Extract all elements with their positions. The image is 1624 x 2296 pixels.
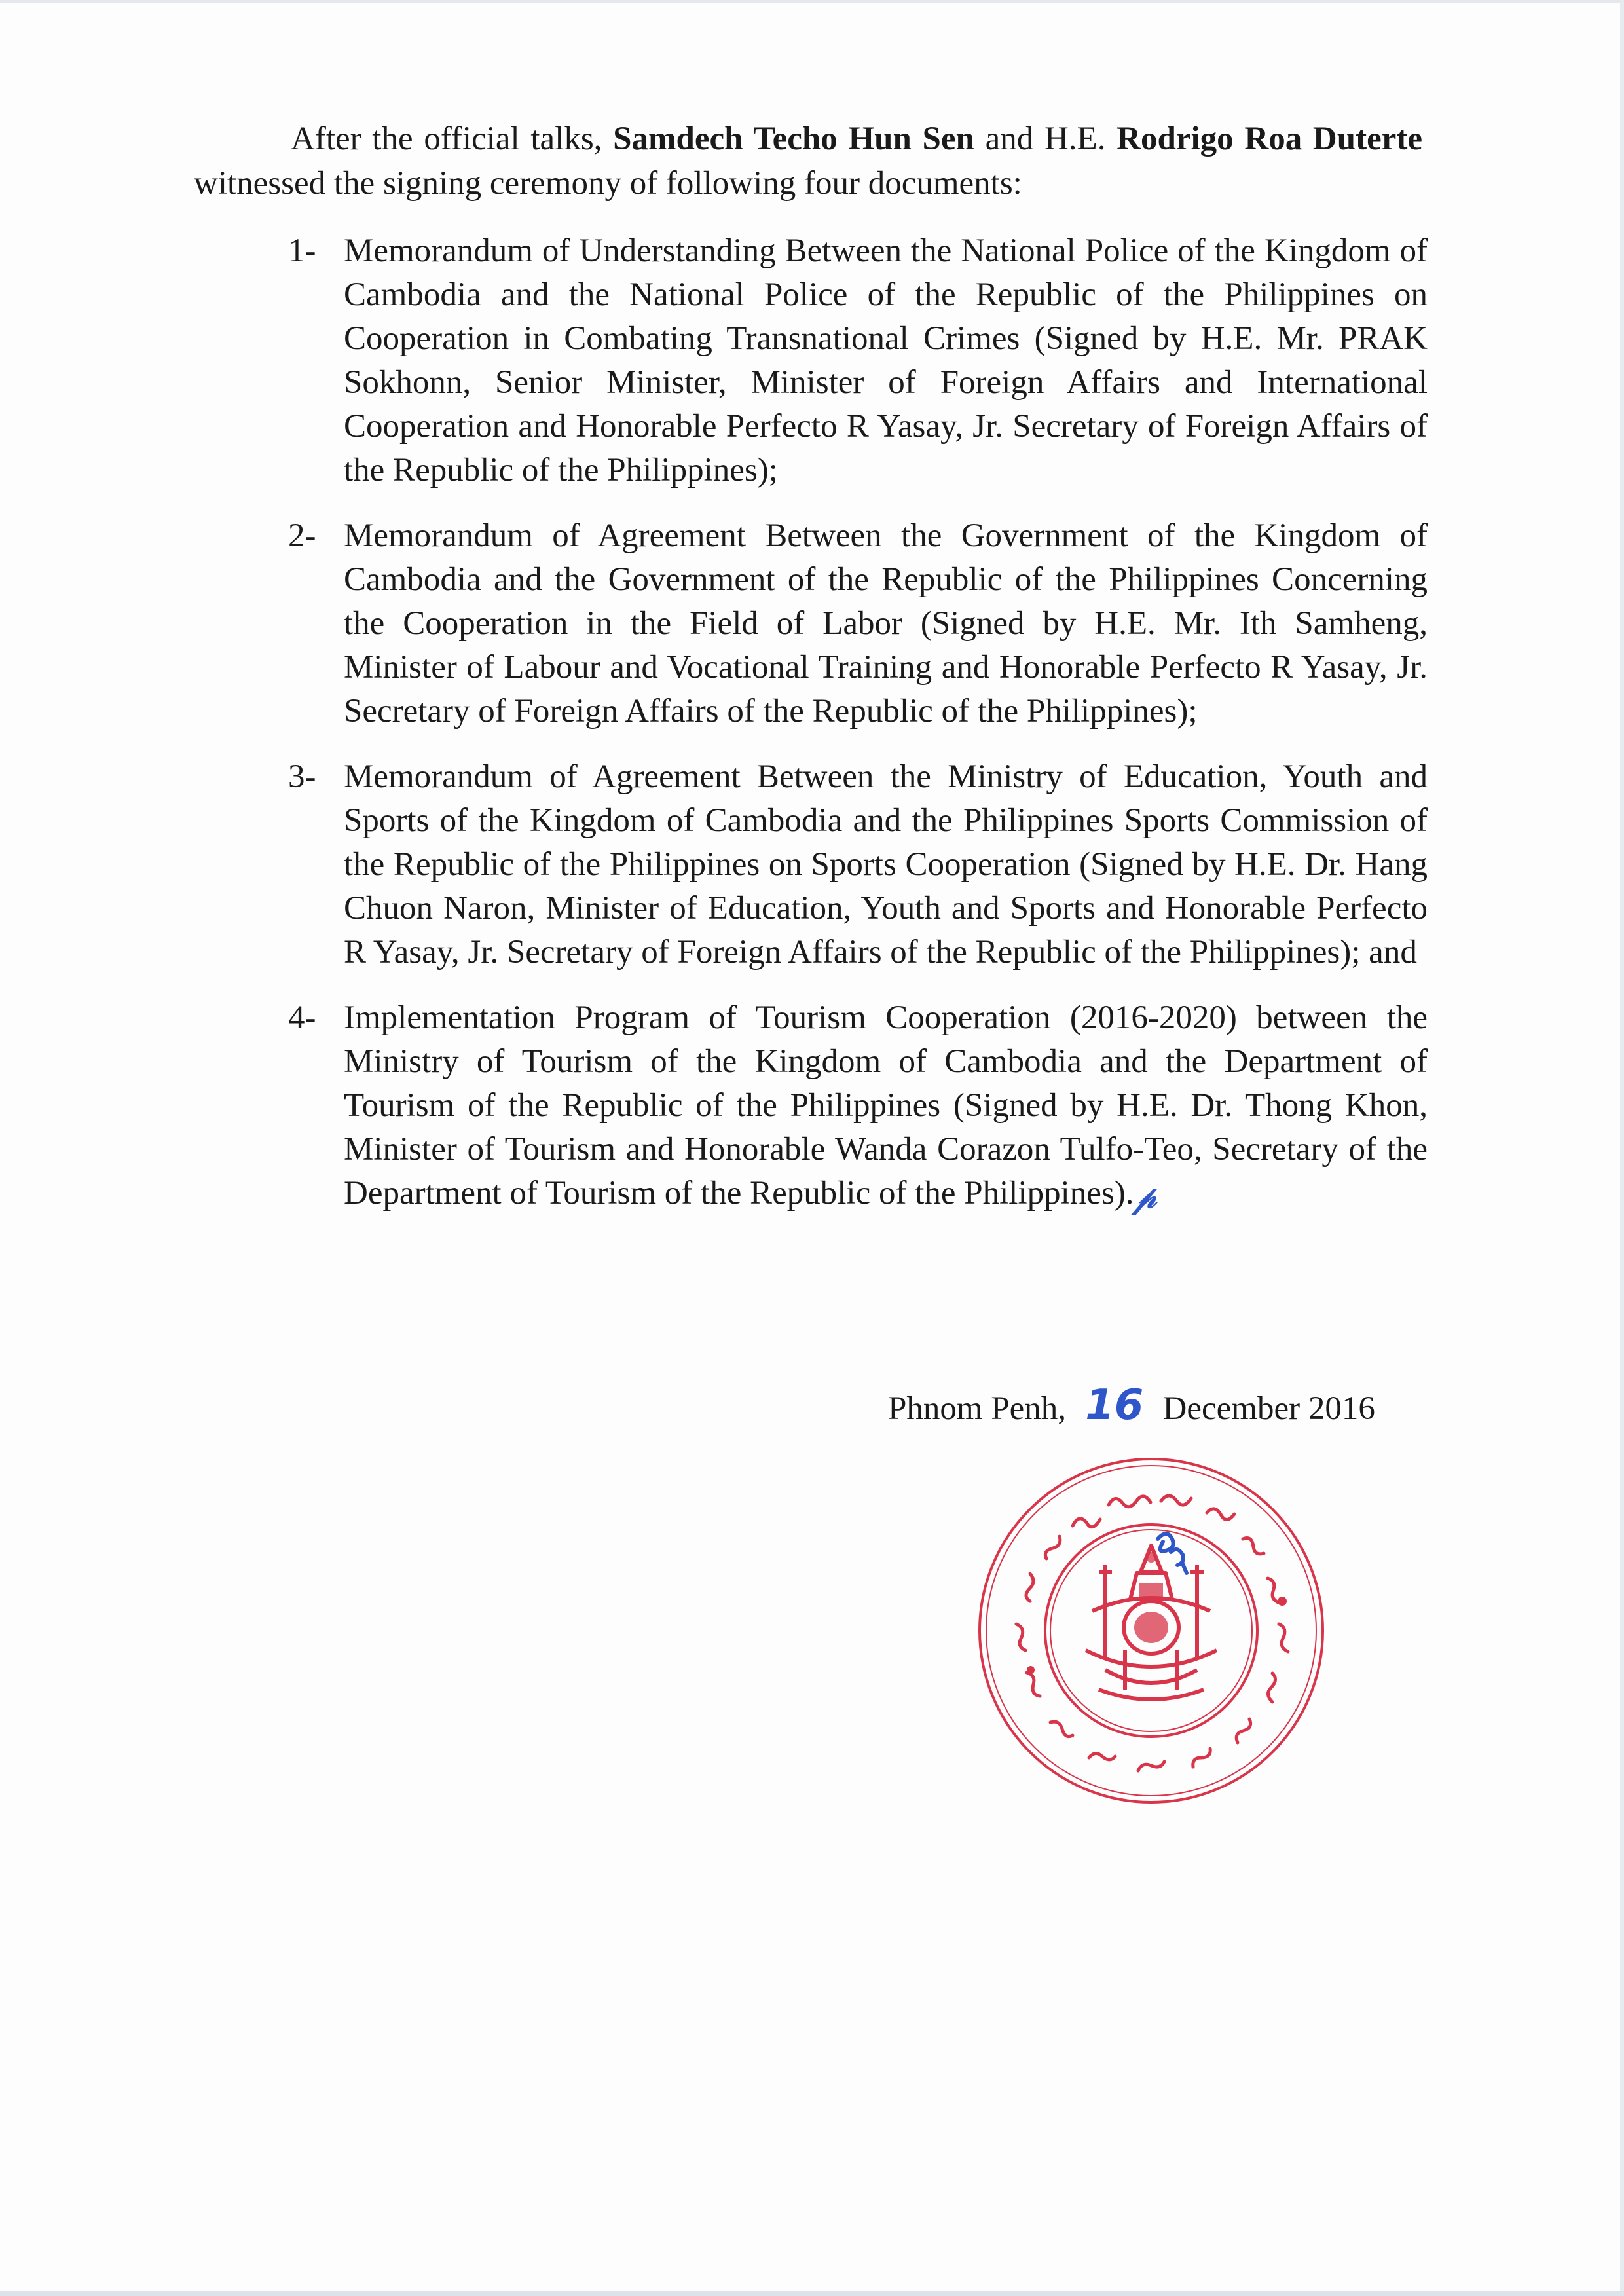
list-item-number: 4- bbox=[288, 999, 316, 1036]
list-item-number: 1- bbox=[288, 232, 316, 269]
seal-signature-scribble bbox=[1158, 1534, 1187, 1573]
list-item-text bbox=[344, 996, 1428, 1219]
date-place: Phnom Penh, bbox=[888, 1390, 1067, 1427]
handwritten-day: 16 bbox=[1085, 1381, 1144, 1430]
list-item-text: Memorandum of Understanding Between the National Police of the Kingdom of Cambodia and the National Police of the Republic of the Philippines on Cooperation in Combating Transnational Crimes (Signed by H.E. Mr. PRAK Sokhonn, Senior Minister, Minister of Foreign Affairs and International Cooperation and Honorable Perfecto R Yasay, Jr. Secretary of Foreign Affairs of the Republic of the Philippines); bbox=[344, 232, 1428, 489]
list-item bbox=[288, 514, 1428, 733]
page-edge-top bbox=[0, 0, 1624, 3]
intro-paragraph bbox=[194, 117, 1422, 206]
list-item-text: Memorandum of Agreement Between the Government of the Kingdom of Cambodia and the Government of the Republic of the Philippines Concerning the Cooperation in the Field of Labor (Signed by H.E. Mr. Ith Samheng, Minister of Labour and Vocational Training and Honorable Perfecto R Yasay, Jr. Secretary of Foreign Affairs of the Republic of the Philippines); bbox=[344, 517, 1428, 730]
handwritten-initial: 𝓅 bbox=[1134, 1179, 1156, 1215]
page-edge-right bbox=[1620, 0, 1624, 2296]
list-item-text: Memorandum of Agreement Between the Ministry of Education, Youth and Sports of the Kingdom of Cambodia and the Philippines Sports Commission of the Republic of the Philippines on Sports Cooperation (Signed by H.E. Dr. Hang Chuon Naron, Minister of Education, Youth and Sports and Honorable Perfecto R Yasay, Jr. Secretary of Foreign Affairs of the Republic of the Philippines); and bbox=[344, 758, 1428, 971]
date-line bbox=[888, 1383, 1375, 1431]
list-item-text-body: Implementation Program of Tourism Cooperation (2016-2020) between the Ministry of Tourism of the Kingdom of Cambodia and the Department of Tourism of the Republic of the Philippines (Signed by H.E. Dr. Thong Khon, Minister of Tourism and Honorable Wanda Corazon Tulfo-Teo, Secretary of the Department of Tourism of the Republic of the Philippines). bbox=[344, 999, 1428, 1212]
official-seal bbox=[974, 1454, 1328, 1807]
intro-text-2: and H.E. bbox=[974, 120, 1117, 157]
list-item bbox=[288, 755, 1428, 974]
page-edge-bottom bbox=[0, 2291, 1624, 2296]
document-list bbox=[288, 229, 1428, 1241]
list-item-number: 3- bbox=[288, 758, 316, 795]
list-item-number: 2- bbox=[288, 517, 316, 554]
intro-text-3: witnessed the signing ceremony of following four documents: bbox=[194, 165, 1022, 202]
list-item bbox=[288, 996, 1428, 1219]
leader-name-philippines: Rodrigo Roa Duterte bbox=[1116, 120, 1422, 157]
date-month-year: December 2016 bbox=[1162, 1390, 1375, 1427]
leader-name-cambodia: Samdech Techo Hun Sen bbox=[613, 120, 974, 157]
list-item bbox=[288, 229, 1428, 492]
intro-text-1: After the official talks, bbox=[291, 120, 614, 157]
